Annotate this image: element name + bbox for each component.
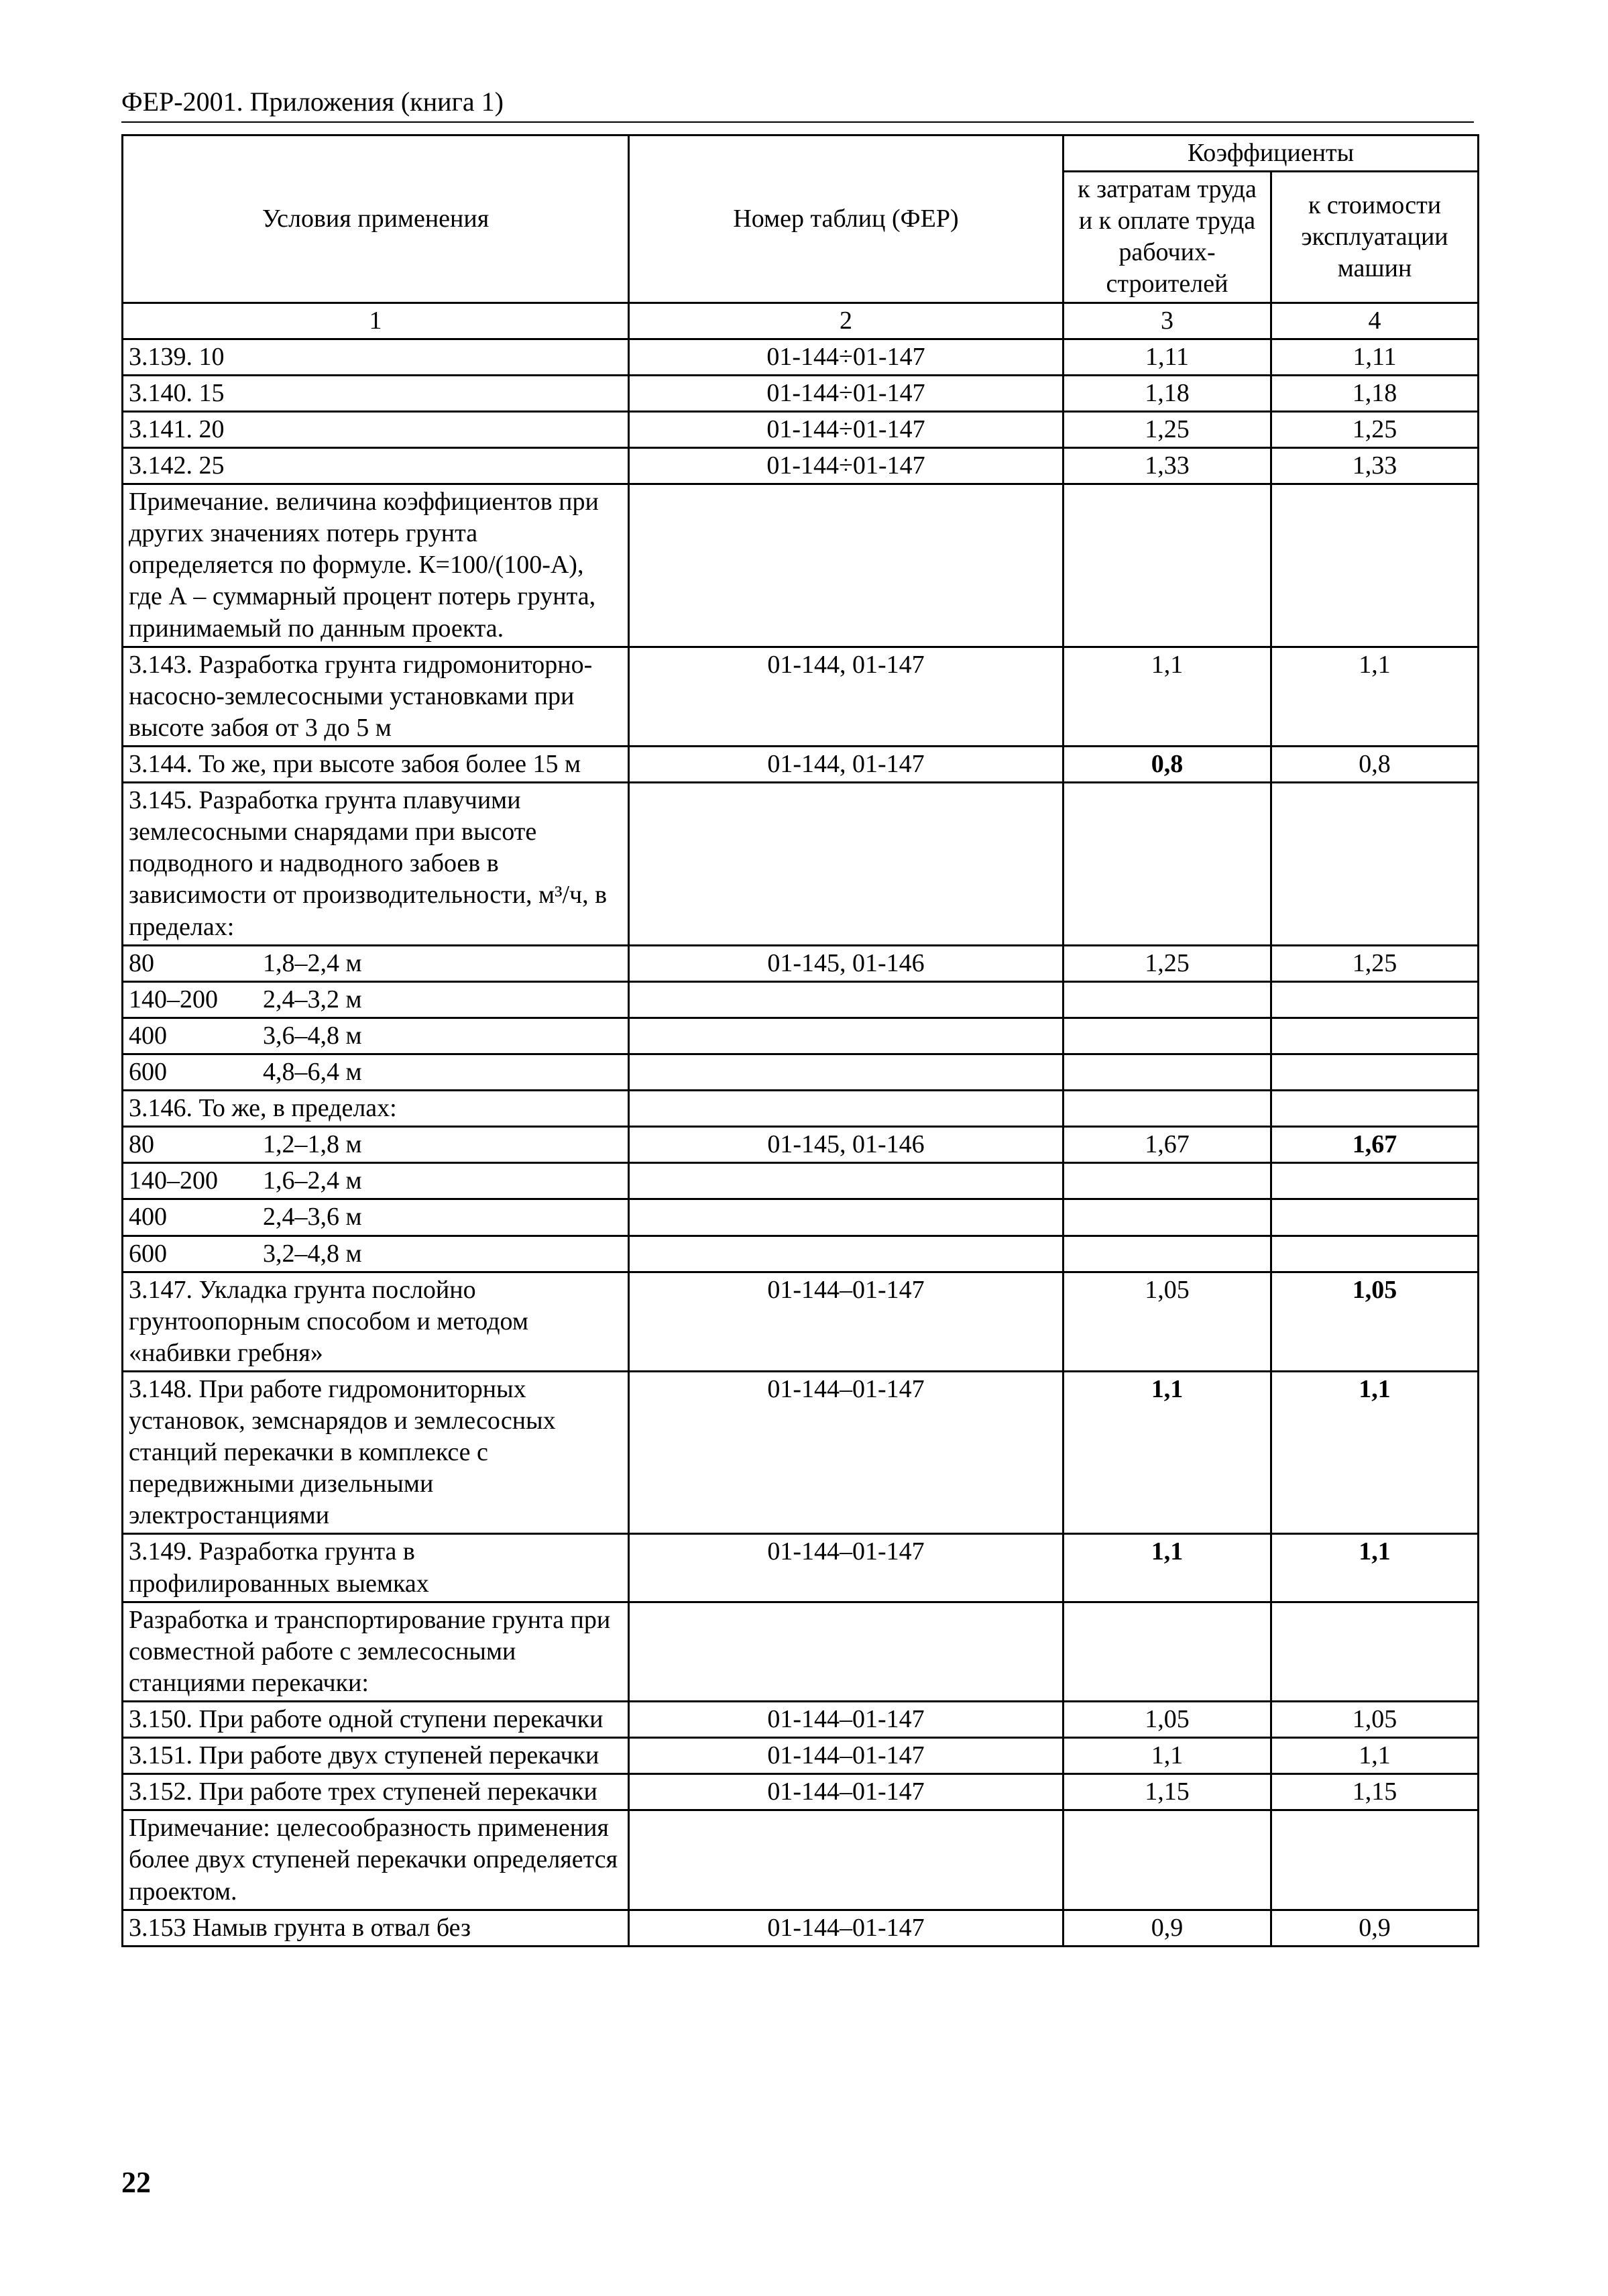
cell-condition: 3.142. 25 (123, 447, 629, 484)
cell-table-numbers: 01-144÷01-147 (629, 339, 1064, 375)
cell-table-numbers: 01-144–01-147 (629, 1371, 1064, 1534)
table-row (123, 1163, 1479, 1199)
col-number-4: 4 (1271, 303, 1479, 339)
cell-labor-coef (1064, 1163, 1271, 1199)
table-row (123, 1127, 1479, 1163)
table-row (123, 1091, 1479, 1127)
table-row (123, 411, 1479, 447)
cell-machines-coef (1271, 1602, 1479, 1701)
cell-labor-coef: 1,1 (1064, 647, 1271, 746)
cell-machines-coef: 0,8 (1271, 746, 1479, 782)
cell-labor-coef (1064, 1236, 1271, 1272)
cell-labor-coef: 1,11 (1064, 339, 1271, 375)
cell-machines-coef (1271, 484, 1479, 647)
cell-table-numbers (629, 1054, 1064, 1090)
face-height-range: 4,8–6,4 м (263, 1057, 362, 1086)
cell-table-numbers: 01-144÷01-147 (629, 411, 1064, 447)
cell-machines-coef: 1,25 (1271, 411, 1479, 447)
table-row (123, 945, 1479, 981)
face-height-range: 2,4–3,6 м (263, 1203, 362, 1232)
cell-condition: 3.140. 15 (123, 375, 629, 411)
cell-labor-coef: 1,15 (1064, 1774, 1271, 1810)
productivity-value: 600 (129, 1057, 167, 1086)
cell-labor-coef: 0,8 (1064, 746, 1271, 782)
cell-condition: Примечание: целесообразность применения более двух ступеней перекачки определяется проектом. (123, 1810, 629, 1910)
cell-machines-coef: 1,1 (1271, 1738, 1479, 1774)
cell-condition (123, 1054, 629, 1090)
table-row (123, 1602, 1479, 1701)
cell-table-numbers: 01-145, 01-146 (629, 945, 1064, 981)
col-header-labor: к затратам труда и к оплате труда рабочих-строителей (1064, 172, 1271, 303)
cell-table-numbers (629, 1810, 1064, 1910)
cell-labor-coef (1064, 1810, 1271, 1910)
table-row (123, 1371, 1479, 1534)
col-group-coefficients: Коэффициенты (1064, 135, 1479, 172)
cell-table-numbers: 01-144–01-147 (629, 1910, 1064, 1946)
cell-table-numbers: 01-144÷01-147 (629, 447, 1064, 484)
cell-labor-coef (1064, 1091, 1271, 1127)
cell-machines-coef: 1,67 (1271, 1127, 1479, 1163)
cell-machines-coef (1271, 1054, 1479, 1090)
cell-labor-coef (1064, 981, 1271, 1018)
cell-condition (123, 981, 629, 1018)
cell-machines-coef (1271, 1091, 1479, 1127)
cell-machines-coef: 1,1 (1271, 1534, 1479, 1602)
face-height-range: 3,2–4,8 м (263, 1239, 362, 1268)
cell-table-numbers: 01-144–01-147 (629, 1272, 1064, 1371)
cell-condition (123, 1018, 629, 1054)
cell-labor-coef: 1,1 (1064, 1371, 1271, 1534)
cell-condition (123, 945, 629, 981)
cell-table-numbers: 01-144, 01-147 (629, 647, 1064, 746)
cell-labor-coef: 1,25 (1064, 945, 1271, 981)
face-height-range: 2,4–3,2 м (263, 985, 362, 1014)
cell-machines-coef (1271, 981, 1479, 1018)
running-header: ФЕР-2001. Приложения (книга 1) (121, 87, 504, 117)
cell-labor-coef (1064, 1602, 1271, 1701)
cell-table-numbers (629, 1236, 1064, 1272)
cell-machines-coef: 0,9 (1271, 1910, 1479, 1946)
cell-table-numbers (629, 783, 1064, 946)
table-row (123, 981, 1479, 1018)
cell-table-numbers (629, 1163, 1064, 1199)
productivity-value: 400 (129, 1021, 167, 1050)
cell-table-numbers (629, 1091, 1064, 1127)
cell-condition: 3.150. При работе одной ступени перекачки (123, 1702, 629, 1738)
table-row (123, 1236, 1479, 1272)
cell-condition: 3.148. При работе гидромониторных установок, земснарядов и землесосных станций перекачки в комплексе с передвижными дизельными электростанциями (123, 1371, 629, 1534)
face-height-range: 3,6–4,8 м (263, 1021, 362, 1050)
cell-condition: 3.144. То же, при высоте забоя более 15 м (123, 746, 629, 782)
col-header-conditions: Условия применения (123, 135, 629, 303)
cell-labor-coef: 1,33 (1064, 447, 1271, 484)
cell-machines-coef: 1,05 (1271, 1272, 1479, 1371)
col-number-1: 1 (123, 303, 629, 339)
cell-condition: 3.146. То же, в пределах: (123, 1091, 629, 1127)
header-rule (121, 121, 1474, 123)
cell-labor-coef: 1,18 (1064, 375, 1271, 411)
cell-labor-coef: 1,25 (1064, 411, 1271, 447)
cell-machines-coef: 1,33 (1271, 447, 1479, 484)
cell-table-numbers: 01-144–01-147 (629, 1702, 1064, 1738)
cell-labor-coef: 1,05 (1064, 1702, 1271, 1738)
cell-condition (123, 1127, 629, 1163)
table-row (123, 1018, 1479, 1054)
cell-condition (123, 1199, 629, 1236)
cell-labor-coef (1064, 1018, 1271, 1054)
cell-condition: 3.151. При работе двух ступеней перекачки (123, 1738, 629, 1774)
cell-labor-coef: 1,1 (1064, 1738, 1271, 1774)
cell-machines-coef: 1,25 (1271, 945, 1479, 981)
col-header-machines: к стоимости эксплуатации машин (1271, 172, 1479, 303)
table-row (123, 1702, 1479, 1738)
cell-labor-coef: 1,1 (1064, 1534, 1271, 1602)
table-row (123, 375, 1479, 411)
col-number-2: 2 (629, 303, 1064, 339)
cell-table-numbers (629, 981, 1064, 1018)
coefficients-table (121, 134, 1479, 1947)
face-height-range: 1,6–2,4 м (263, 1166, 362, 1195)
productivity-value: 80 (129, 948, 154, 977)
table-row (123, 1054, 1479, 1090)
table-row (123, 339, 1479, 375)
productivity-value: 80 (129, 1130, 154, 1159)
cell-machines-coef: 1,1 (1271, 647, 1479, 746)
cell-machines-coef: 1,1 (1271, 1371, 1479, 1534)
col-header-table-numbers: Номер таблиц (ФЕР) (629, 135, 1064, 303)
productivity-value: 400 (129, 1203, 167, 1232)
cell-machines-coef: 1,15 (1271, 1774, 1479, 1810)
table-row (123, 783, 1479, 946)
cell-condition: Разработка и транспортирование грунта при совместной работе с землесосными станциями перекачки: (123, 1602, 629, 1701)
cell-labor-coef (1064, 783, 1271, 946)
table-row (123, 484, 1479, 647)
cell-labor-coef (1064, 484, 1271, 647)
cell-condition: 3.147. Укладка грунта послойно грунтоопорным способом и методом «набивки гребня» (123, 1272, 629, 1371)
col-number-3: 3 (1064, 303, 1271, 339)
cell-condition (123, 1163, 629, 1199)
table-row (123, 1774, 1479, 1810)
cell-condition: Примечание. величина коэффициентов при других значениях потерь грунта определяется по формуле. К=100/(100-А), где А – суммарный процент потерь грунта, принимаемый по данным проекта. (123, 484, 629, 647)
productivity-value: 600 (129, 1239, 167, 1268)
table-row (123, 1738, 1479, 1774)
cell-condition: 3.153 Намыв грунта в отвал без (123, 1910, 629, 1946)
cell-table-numbers: 01-144–01-147 (629, 1534, 1064, 1602)
table-row (123, 1272, 1479, 1371)
cell-table-numbers: 01-145, 01-146 (629, 1127, 1064, 1163)
face-height-range: 1,2–1,8 м (263, 1130, 362, 1159)
cell-condition: 3.149. Разработка грунта в профилированных выемках (123, 1534, 629, 1602)
cell-table-numbers: 01-144–01-147 (629, 1738, 1064, 1774)
cell-labor-coef: 1,67 (1064, 1127, 1271, 1163)
cell-labor-coef: 1,05 (1064, 1272, 1271, 1371)
cell-machines-coef (1271, 1018, 1479, 1054)
cell-table-numbers: 01-144÷01-147 (629, 375, 1064, 411)
cell-machines-coef: 1,05 (1271, 1702, 1479, 1738)
cell-condition: 3.152. При работе трех ступеней перекачки (123, 1774, 629, 1810)
cell-machines-coef: 1,11 (1271, 339, 1479, 375)
table-row (123, 647, 1479, 746)
face-height-range: 1,8–2,4 м (263, 948, 362, 977)
table-row (123, 1810, 1479, 1910)
cell-table-numbers (629, 1018, 1064, 1054)
page-number: 22 (121, 2166, 151, 2199)
cell-condition: 3.139. 10 (123, 339, 629, 375)
table-row (123, 1534, 1479, 1602)
cell-machines-coef (1271, 1163, 1479, 1199)
cell-machines-coef (1271, 1199, 1479, 1236)
productivity-value: 140–200 (129, 1166, 218, 1195)
cell-labor-coef: 0,9 (1064, 1910, 1271, 1946)
cell-table-numbers: 01-144–01-147 (629, 1774, 1064, 1810)
cell-table-numbers: 01-144, 01-147 (629, 746, 1064, 782)
cell-table-numbers (629, 1199, 1064, 1236)
cell-condition: 3.141. 20 (123, 411, 629, 447)
table-row (123, 447, 1479, 484)
table-row (123, 1910, 1479, 1946)
cell-machines-coef (1271, 1810, 1479, 1910)
cell-condition: 3.143. Разработка грунта гидромониторно-насосно-землесосными установками при высоте забоя от 3 до 5 м (123, 647, 629, 746)
cell-condition: 3.145. Разработка грунта плавучими землесосными снарядами при высоте подводного и надводного забоев в зависимости от производительности, м³/ч, в пределах: (123, 783, 629, 946)
cell-condition (123, 1236, 629, 1272)
cell-labor-coef (1064, 1054, 1271, 1090)
cell-labor-coef (1064, 1199, 1271, 1236)
productivity-value: 140–200 (129, 985, 218, 1014)
cell-table-numbers (629, 484, 1064, 647)
cell-table-numbers (629, 1602, 1064, 1701)
table-row (123, 1199, 1479, 1236)
cell-machines-coef: 1,18 (1271, 375, 1479, 411)
table-row (123, 746, 1479, 782)
cell-machines-coef (1271, 1236, 1479, 1272)
cell-machines-coef (1271, 783, 1479, 946)
